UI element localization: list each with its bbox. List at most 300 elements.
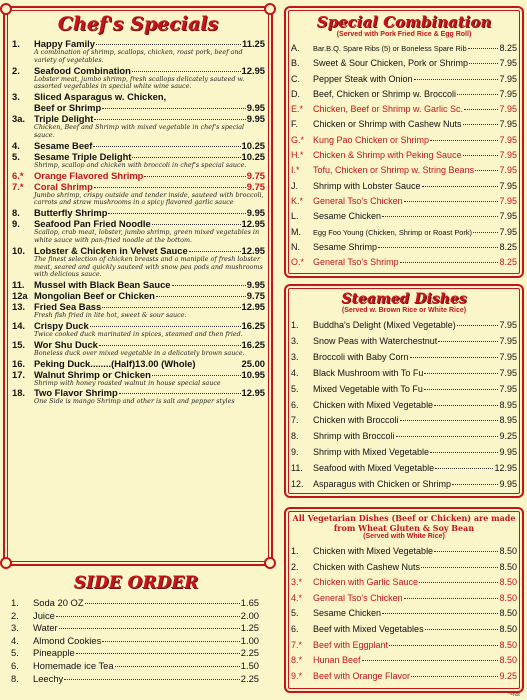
item-price: 8.50 [499,577,517,588]
menu-item [291,117,517,132]
item-price: 8.95 [499,399,517,410]
item-description: The finest selection of chicken breasts and a manipile of fresh lobster meat, seared and quickly sauteed with snow pea pods and mushrooms with delicious sauce. [34,254,263,279]
item-name: Pineapple [33,647,75,659]
item-number: 3. [12,91,20,103]
item-price: 9.75 [246,169,265,181]
dot-leader [424,373,498,374]
item-number: 18. [12,387,26,399]
item-price: 16.25 [241,319,265,331]
item-name: Mongolian Beef or Chicken [34,290,155,302]
item-number: 3.* [291,577,303,588]
steamed-dishes-subtitle: (Served w. Brown Rice or White Rice) [341,307,467,314]
item-number: 3. [291,351,299,362]
dot-leader [362,660,499,661]
menu-item [291,87,517,102]
item-number: 4. [291,367,299,378]
item-name: Chicken or Shrimp with Cashew Nuts [313,119,462,130]
menu-item [291,41,517,56]
item-price: 1.00 [240,634,259,646]
dot-leader [475,170,498,171]
item-price: 8.50 [499,592,517,603]
item-name: Orange Flavored Shrimp [34,169,144,181]
item-number: 6. [291,623,299,634]
item-price: 25.00 [241,357,265,369]
dot-leader [434,551,498,552]
item-price: 9.95 [246,102,265,114]
menu-item [12,369,265,380]
item-number: 12. [291,479,304,490]
dot-leader [430,140,498,141]
dot-leader [90,326,241,327]
item-price: 1.25 [240,622,259,634]
item-name: Wor Shu Duck [34,338,98,350]
dot-leader [132,71,241,72]
steamed-dishes-list [286,314,522,493]
item-price: 1.65 [240,597,259,608]
item-number: 8. [12,207,20,219]
menu-item [12,170,265,181]
item-number: 6.* [12,169,24,181]
item-name: Seafood with Mixed Vegetable [313,463,435,474]
item-number: 1. [11,597,19,608]
item-name: Triple Delight [34,113,94,125]
menu-item [11,635,259,648]
item-description: Shrimp with honey roasted walnut in house special sauce [34,378,221,387]
item-name: Chicken with Mixed Vegetable [313,546,434,556]
item-number: 9. [291,447,299,458]
item-price: 7.95 [499,320,517,330]
menu-item [291,163,517,178]
item-number: 2. [11,609,19,621]
item-price: 1.50 [240,659,259,671]
item-price: 9.25 [499,431,517,442]
menu-item [291,366,517,382]
item-name: Juice [33,609,55,621]
item-number: 16. [12,357,26,369]
item-description: A combination of shrimp, scallops, chicken, roast pork, beef and variety of vegetables. [34,48,243,64]
menu-item [291,477,517,493]
item-price: 7.95 [499,226,517,237]
item-name: General Tso's Chicken [313,592,403,603]
special-combination-box [284,6,524,278]
item-name: Asparagus with Chicken or Shrimp [313,479,452,490]
dot-leader [400,420,499,421]
dot-leader [152,375,241,376]
corner-ornament [264,3,276,15]
item-number: I.* [291,165,300,176]
menu-item [12,320,265,331]
item-number: 10. [12,244,26,256]
item-number: 5. [11,647,19,659]
menu-item [291,225,517,240]
dot-leader [425,629,499,630]
menu-item [291,445,517,461]
item-number: L. [291,211,299,222]
dot-leader [464,109,498,110]
item-price: 7.95 [499,104,517,115]
item-price: 16.25 [241,338,265,350]
item-number: 1. [291,546,299,556]
dot-leader [473,232,498,233]
menu-item [291,56,517,71]
dot-leader [172,285,246,286]
vegetarian-box [284,507,524,693]
menu-item [291,255,517,270]
menu-item [12,140,265,151]
dot-leader [59,628,240,629]
menu-item [12,65,265,76]
item-name: Homemade ice Tea [33,659,114,671]
item-name: General Tso's Chicken [313,195,403,206]
item-number: A. [291,43,300,53]
item-price: 7.95 [499,180,517,191]
menu-item [12,151,265,162]
item-price: 7.95 [499,383,517,394]
dot-leader [152,224,241,225]
dot-leader [132,157,240,158]
item-name: Sesame Triple Delight [34,150,132,162]
dot-leader [102,307,240,308]
menu-item [11,610,259,623]
chefs-specials-box [3,6,273,566]
menu-item [291,382,517,398]
item-number: 15. [12,338,26,350]
item-price: 8.50 [499,608,517,619]
dot-leader [424,389,499,390]
item-number: 6. [11,659,19,671]
side-order-list [3,593,269,685]
menu-item [291,429,517,445]
item-name: Sliced Asparagus w. Chicken, [34,91,167,103]
dot-leader [452,484,498,485]
dot-leader [119,393,241,394]
item-price: 2.25 [240,647,259,659]
item-name: Kung Pao Chicken or Shrimp [313,134,430,145]
item-description: One Side is mango Shrimp and other is salt and pepper styles [34,397,235,406]
vegetarian-title: All Vegetarian Dishes (Beef or Chicken) are made from Wheat Gluten & Soy Bean [292,513,516,533]
dot-leader [99,345,241,346]
item-name: Almond Cookies [33,634,102,646]
item-name: Pepper Steak with Onion [313,73,413,84]
menu-item [291,72,517,87]
steamed-dishes-box [284,284,524,498]
item-number: 5. [291,383,299,394]
item-price: 9.95 [246,279,265,291]
item-name: Water [33,622,58,634]
item-name: Beef with Eggplant [313,639,389,650]
menu-item-continued [12,102,265,113]
item-name: Coral Shrimp [34,180,93,192]
item-number: D. [291,88,300,99]
dot-leader [94,119,245,120]
dot-leader [400,262,499,263]
corner-ornament [0,557,12,569]
dot-leader [468,48,499,49]
item-price: 8.25 [499,43,517,53]
item-description: Jumbo shrimp, crispy outside and tender inside, sauteed with broccoli, carrots and straw mushrooms in a spicy flavored garlic sauce [34,190,264,207]
item-number: 4.* [291,592,303,603]
item-number: E.* [291,104,304,115]
dot-leader [96,44,241,45]
item-description: Chicken, Beef and Shrimp with mixed vegetable in chef's special sauce. [34,123,245,139]
item-number: 1. [12,38,20,49]
item-name: Chicken & Shrimp with Peking Sauce [313,150,462,161]
menu-item [291,413,517,429]
item-number: 9. [12,218,20,230]
menu-item [291,133,517,148]
item-price: 7.95 [499,351,517,362]
item-name: Bar.B.Q. Spare Ribs (5) or Boneless Spare Rib [313,44,467,53]
item-price: 7.95 [499,150,517,161]
dot-leader [56,616,240,617]
item-number: 9.* [291,670,303,681]
item-price: 8.50 [499,561,517,572]
item-price: 7.95 [499,88,517,99]
item-description: Scallop, crab meat, lobster, jumbo shrimp, green mixed vegetables in white sauce with pan-fried noodle at the bottom. [34,228,260,244]
item-name: Crispy Duck [34,319,89,331]
item-price: 10.95 [241,368,265,380]
item-price: 12.95 [241,244,265,256]
item-name: Seafood Combination [34,64,131,76]
corner-ornament [0,3,12,15]
item-number: O.* [291,257,305,268]
menu-item [291,194,517,209]
item-number: 4. [11,634,19,646]
item-price: 7.95 [499,119,517,130]
item-name: Mussel with Black Bean Sauce [34,279,171,291]
dot-leader [156,296,246,297]
item-name: Shrimp with Lobster Sauce [313,180,421,191]
item-name: Chicken with Garlic Sauce [313,577,419,588]
dot-leader [382,613,498,614]
special-combination-list [286,38,522,270]
item-number: H.* [291,150,304,161]
item-price: 8.50 [499,639,517,650]
item-price: 7.95 [499,134,517,145]
menu-item [291,622,517,638]
item-name: Egg Foo Young (Chicken, Shrimp or Roast Pork) [313,227,472,237]
item-number: J. [291,180,299,191]
item-number: 2. [12,64,20,76]
item-price: 10.25 [241,139,265,151]
item-price: 7.95 [499,195,517,206]
item-number: 11. [291,463,303,474]
dot-leader [421,567,498,568]
menu-item [12,113,265,124]
item-name: Peking Duck........(Half)13.00 (Whole) [34,357,196,369]
item-name: Fried Sea Bass [34,301,102,313]
menu-item [291,318,517,334]
item-price: 9.75 [246,290,265,302]
item-name: Lobster & Chicken in Velvet Sauce [34,244,188,256]
item-name: Happy Family [34,38,95,49]
menu-item [11,597,259,610]
dot-leader [94,187,246,188]
menu-item [11,660,259,673]
menu-item [291,102,517,117]
item-price: 8.25 [499,241,517,252]
item-price: 9.95 [246,207,265,219]
item-price: 7.95 [499,58,517,69]
menu-item [291,209,517,224]
dot-leader [438,341,498,342]
menu-item [12,387,265,398]
dot-leader [382,216,498,217]
item-name: Soda 20 OZ [33,597,84,608]
item-price: 8.50 [499,546,517,556]
item-name: Chicken with Broccoli [313,415,399,426]
item-number: C. [291,73,300,84]
item-price: 9.95 [499,479,517,490]
vegetarian-list [286,540,522,684]
item-price: 9.75 [246,180,265,192]
item-price: 12.95 [241,387,265,399]
menu-item [12,181,265,192]
item-price: 9.95 [246,113,265,125]
menu-item [11,622,259,635]
vegetarian-subtitle: (Served with White Rice) [363,533,445,540]
menu-item [12,207,265,218]
item-name: Chicken with Cashew Nuts [313,561,421,572]
item-number: 17. [12,368,26,380]
item-price: 9.25 [499,670,517,681]
dot-leader [93,146,240,147]
steamed-dishes-title: Steamed Dishes [341,291,467,307]
item-number: 6. [291,399,299,410]
item-name: Sesame Chicken [313,211,382,222]
item-price: 7.95 [499,73,517,84]
item-name: Buddha's Delight (Mixed Vegetable) [313,320,456,330]
dot-leader [144,176,245,177]
item-number: 11. [12,279,25,291]
dot-leader [411,676,498,677]
dot-leader [396,436,499,437]
item-price: 7.95 [499,165,517,176]
item-number: 12a [12,290,28,302]
menu-item [11,647,259,660]
item-number: 3. [291,335,299,346]
menu-item [12,358,265,369]
dot-leader [189,251,241,252]
item-price: 7.95 [499,211,517,222]
item-price: 9.95 [499,447,517,458]
item-number: 5. [291,608,299,619]
menu-item [291,606,517,622]
menu-item [291,575,517,591]
dot-leader [430,452,498,453]
footer-note: *=hot [508,692,520,698]
item-price: 12.95 [241,218,265,230]
menu-item [12,290,265,301]
side-order-title: SIDE ORDER [73,573,199,593]
item-number: G.* [291,134,305,145]
menu-item [291,560,517,576]
dot-leader [422,186,499,187]
item-name: Walnut Shrimp or Chicken [34,368,151,380]
item-price: 11.25 [242,38,265,49]
dot-leader [457,94,498,95]
menu-item [11,673,259,686]
item-number: 8. [291,431,299,442]
dot-leader [414,79,499,80]
item-name: Snow Peas with Waterchestnut [313,335,438,346]
dot-leader [108,213,245,214]
item-name: Chicken with Mixed Vegetable [313,399,434,410]
item-price: 8.50 [499,655,517,666]
dot-leader [102,108,246,109]
item-name: Beef, Chicken or Shrimp w. Broccoli [313,88,457,99]
item-description: Boneless duck over mixed vegetable in a delicately brown sauce. [34,348,245,357]
item-name: Seafood Pan Fried Noodle [34,218,151,230]
dot-leader [378,247,498,248]
item-number: K.* [291,195,304,206]
menu-item [291,638,517,654]
corner-ornament [264,557,276,569]
dot-leader [469,63,498,64]
dot-leader [463,155,499,156]
item-number: 3. [11,622,19,634]
menu-item [12,301,265,312]
menu-item [12,38,265,49]
item-name: Butterfly Shrimp [34,207,108,219]
dot-leader [434,405,498,406]
item-name: Mixed Vegetable with To Fu [313,383,423,394]
item-name-line2: Beef or Shrimp [34,102,102,114]
special-combination-subtitle: (Served with Pork Fried Rice & Egg Roll) [336,31,472,38]
item-price: 8.50 [499,623,517,634]
menu-item [291,653,517,669]
item-number: 7.* [291,639,303,650]
dot-leader [102,641,239,642]
dot-leader [463,124,499,125]
item-number: 8. [11,672,19,684]
menu-item [291,544,517,560]
chefs-specials-list [5,35,271,406]
item-number: 14. [12,319,26,331]
side-order-section [3,573,269,685]
dot-leader [435,468,493,469]
item-number: 13. [12,301,26,313]
item-number: N. [291,241,300,252]
item-price: 7.95 [499,367,517,378]
dot-leader [85,603,240,604]
item-name: Sesame Beef [34,139,93,151]
menu-item [291,461,517,477]
item-name: Sweet & Sour Chicken, Pork or Shrimp [313,58,469,69]
item-price: 2.25 [240,672,259,684]
item-name: Shrimp with Broccoli [313,431,395,442]
dot-leader [404,598,499,599]
dot-leader [76,653,240,654]
item-price: 12.95 [241,301,265,313]
item-number: M. [291,226,301,237]
dot-leader [410,357,499,358]
item-name: Leechy [33,672,64,684]
item-price: 10.25 [241,150,265,162]
menu-item [12,279,265,290]
menu-item [291,240,517,255]
item-name: Two Flavor Shrimp [34,387,118,399]
item-number: B. [291,58,300,69]
item-name: Sesame Chicken [313,608,382,619]
item-description: Twice cooked duck marinated in spices, steamed and then fried. [34,329,243,338]
item-number: 7. [291,415,299,426]
menu-item [12,91,265,102]
dot-leader [404,201,499,202]
item-price: 8.25 [499,257,517,268]
item-price: 12.95 [241,64,265,76]
dot-leader [64,679,240,680]
